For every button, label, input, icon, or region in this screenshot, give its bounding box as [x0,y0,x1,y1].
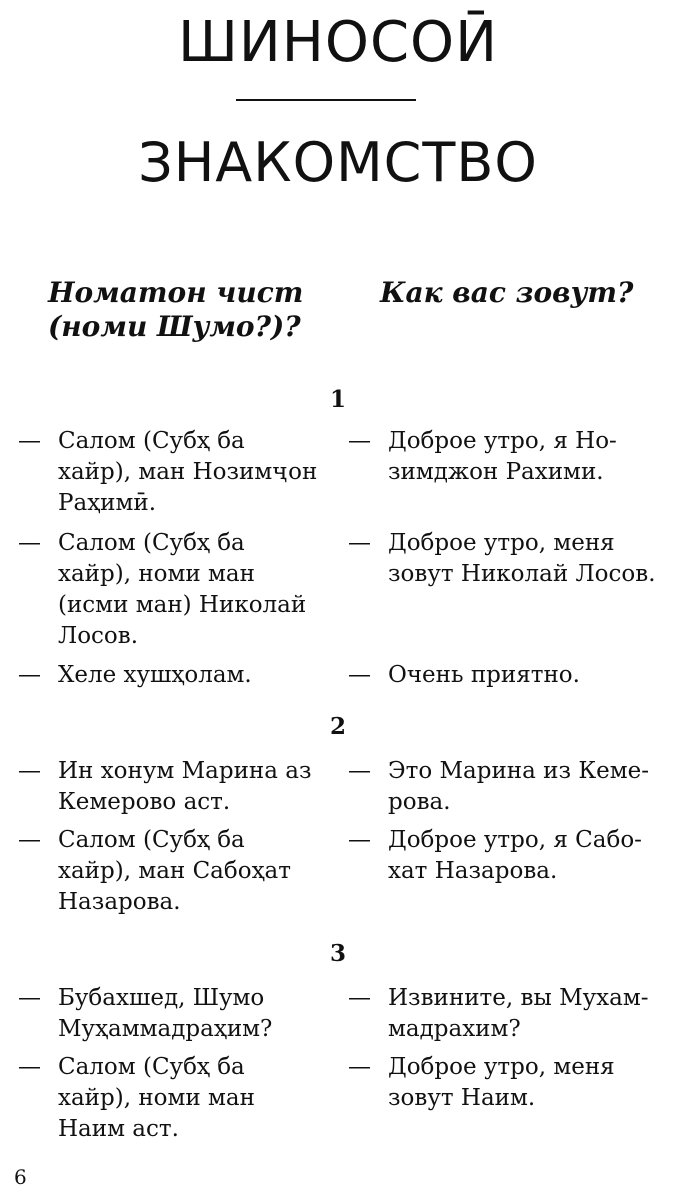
dash-marker: — [18,530,41,556]
dialogue-line-russian: мадрахим? [388,1016,521,1042]
dash-marker: — [348,1054,371,1080]
dialogue-line-russian: Извините, вы Мухам- [388,985,649,1011]
dialogue-line-tajik: Муҳаммадраҳим? [58,1016,273,1042]
left-heading-line: Номатон чист [48,276,304,309]
dialogue-line-tajik: хайр), номи ман [58,561,255,587]
dialogue-line-tajik: хайр), ман Нозимҷон [58,459,318,485]
dialogue-line-tajik: Лосов. [58,623,139,649]
dialogue-line-tajik: Салом (Субҳ ба [58,428,245,454]
dash-marker: — [348,758,371,784]
dialogue-line-tajik: Кемерово аст. [58,789,231,815]
dash-marker: — [18,1054,41,1080]
dialogue-line-russian: Доброе утро, меня [388,1054,615,1080]
dialogue-line-tajik: Салом (Субҳ ба [58,827,245,853]
dialogue-line-tajik: Хеле хушҳолам. [58,662,252,688]
dialogue-line-russian: зовут Наим. [388,1085,536,1111]
dash-marker: — [348,428,371,454]
left-column-heading [48,276,338,344]
dialogue-line-russian: рова. [388,789,451,815]
dash-marker: — [18,827,41,853]
dialogue-line-tajik: Ин хонум Марина аз [58,758,312,784]
dash-marker: — [18,428,41,454]
right-column-heading: Как вас зовут? [380,276,634,309]
dialogue-line-tajik: Бубахшед, Шумо [58,985,265,1011]
title-divider [236,99,416,101]
dash-marker: — [348,662,371,688]
page-subtitle: ЗНАКОМСТВО [138,131,538,194]
page-title: ШИНОСОӢ [177,10,499,75]
dash-marker: — [18,758,41,784]
dash-marker: — [348,985,371,1011]
dialogue-line-russian: Это Марина из Кеме- [388,758,650,784]
dialogue-line-tajik: Салом (Субҳ ба [58,530,245,556]
dialogue-line-russian: зовут Николай Лосов. [388,561,656,587]
dialogue-line-russian: Доброе утро, меня [388,530,615,556]
section-number: 2 [329,713,346,740]
dialogue-line-tajik: Раҳимӣ. [58,490,157,516]
page-number: 6 [14,1165,27,1189]
dialogue-line-tajik: Наим аст. [58,1116,179,1142]
dialogue-line-russian: Очень приятно. [388,662,580,688]
dialogue-line-russian: хат Назарова. [388,858,558,884]
dialogue-line-tajik: хайр), ман Сабоҳат [58,858,291,884]
dialogue-line-russian: зимджон Рахими. [388,459,604,485]
section-number: 3 [329,940,346,967]
dialogue-line-tajik: Назарова. [58,889,181,915]
dialogue-line-russian: Доброе утро, я Но- [388,428,617,454]
dash-marker: — [18,985,41,1011]
dash-marker: — [348,827,371,853]
dash-marker: — [18,662,41,688]
dialogue-line-russian: Доброе утро, я Сабо- [388,827,642,853]
dialogue-line-tajik: Салом (Субҳ ба [58,1054,245,1080]
section-number: 1 [329,386,346,413]
dash-marker: — [348,530,371,556]
dialogue-line-tajik: (исми ман) Николай [58,592,307,618]
dialogue-line-tajik: хайр), номи ман [58,1085,255,1111]
left-heading-line: (номи Шумо?)? [48,310,301,343]
